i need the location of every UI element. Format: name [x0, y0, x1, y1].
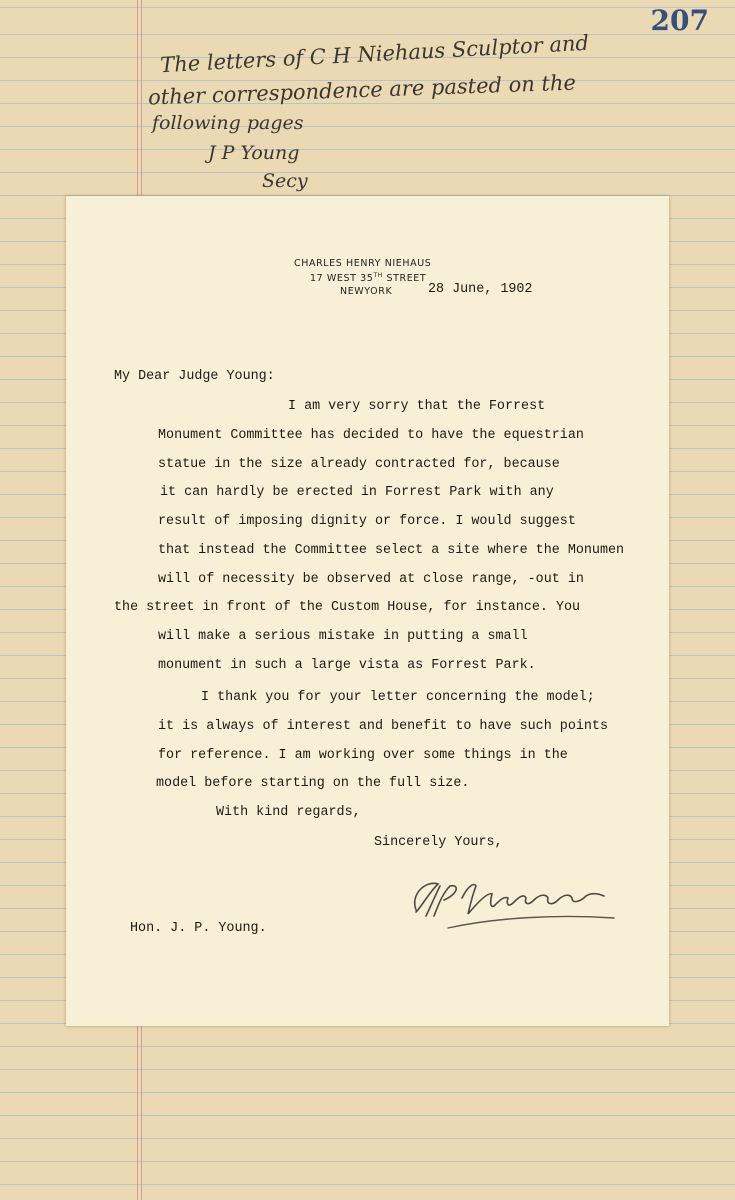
page-number: 207 — [650, 4, 709, 37]
body-line: result of imposing dignity or force. I would suggest — [158, 514, 576, 529]
note-line: Secy — [262, 170, 308, 192]
note-line: The letters of C H Niehaus Sculptor and — [159, 30, 590, 78]
body-line: the street in front of the Custom House, for instance. You — [114, 600, 581, 615]
note-line: J P Young — [208, 142, 300, 164]
sign-off: Sincerely Yours, — [374, 835, 503, 850]
note-line: following pages — [152, 112, 304, 134]
body-line: monument in such a large vista as Forrest Park. — [158, 658, 536, 673]
body-line: it can hardly be erected in Forrest Park with any — [160, 485, 554, 500]
body-line: statue in the size already contracted for, because — [158, 457, 560, 472]
closing: With kind regards, — [216, 805, 361, 820]
body-line: Monument Committee has decided to have the equestrian — [158, 428, 584, 443]
body-line: for reference. I am working over some things in the — [158, 748, 568, 763]
body-line: it is always of interest and benefit to have such points — [158, 719, 608, 734]
body-line: will of necessity be observed at close range, -out in — [158, 572, 584, 587]
body-line: model before starting on the full size. — [156, 776, 470, 791]
body-line: I thank you for your letter concerning the model; — [201, 690, 595, 705]
body-line: will make a serious mistake in putting a small — [158, 629, 528, 644]
body-line: I am very sorry that the Forrest — [288, 399, 546, 414]
letterhead-city: NEWYORK — [340, 286, 393, 297]
signature — [404, 872, 634, 942]
letter-sheet — [66, 196, 669, 1026]
salutation: My Dear Judge Young: — [114, 369, 275, 384]
addressee: Hon. J. P. Young. — [130, 921, 267, 936]
letterhead-street: 17 WEST 35TH STREET — [310, 272, 427, 285]
body-line: that instead the Committee select a site where the Monumen — [158, 543, 625, 558]
letter-date: 28 June, 1902 — [428, 282, 533, 297]
note-line: other correspondence are pasted on the — [147, 70, 577, 110]
letterhead-name: CHARLES HENRY NIEHAUS — [294, 258, 432, 269]
